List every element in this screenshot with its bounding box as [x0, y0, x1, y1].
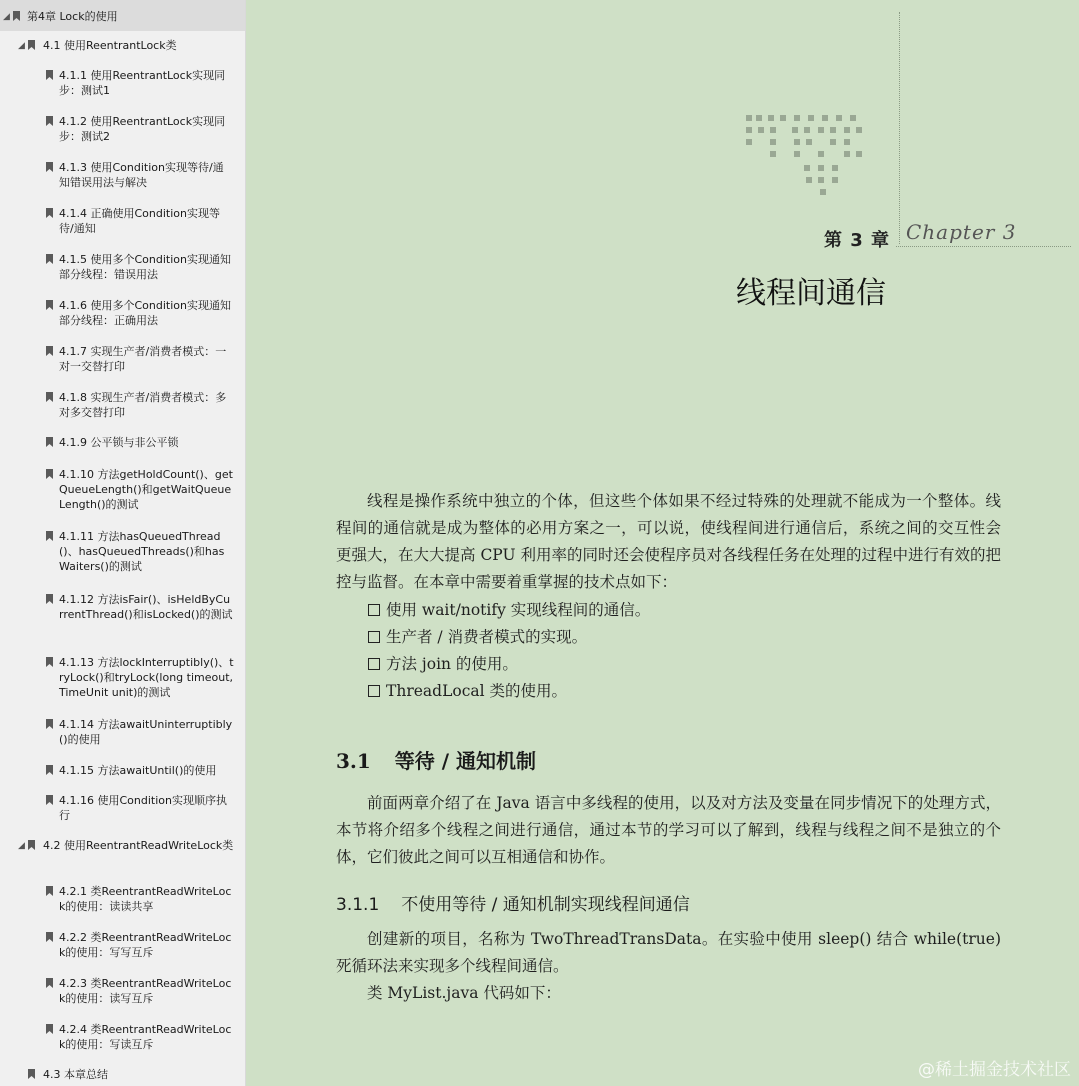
bookmark-icon: [46, 978, 53, 988]
checkbox-icon: [368, 631, 380, 643]
bookmark-icon: [46, 932, 53, 942]
bookmark-label: 4.1.12 方法isFair()、isHeldByCurrentThread()和isLocked()的测试: [59, 593, 233, 621]
bookmark-label: 4.1.6 使用多个Condition实现通知部分线程：正确用法: [59, 299, 231, 327]
chapter-title: 线程间通信: [736, 276, 886, 311]
bookmark-label: 第4章 Lock的使用: [27, 10, 118, 23]
bookmark-label: 4.2.3 类ReentrantReadWriteLock的使用：读写互斥: [59, 977, 232, 1005]
chapter-number: 第 3 章: [824, 230, 891, 251]
expand-triangle-icon[interactable]: ◢: [18, 841, 25, 851]
bookmark-icon: [46, 346, 53, 356]
checkbox-icon: [368, 658, 380, 670]
checkbox-icon: [368, 604, 380, 616]
bullet-item: ThreadLocal 类的使用。: [368, 678, 567, 705]
dotted-divider-horizontal: [896, 246, 1071, 247]
bookmarks-panel: [0, 0, 246, 1086]
bookmark-label: 4.1.5 使用多个Condition实现通知部分线程：错误用法: [59, 253, 231, 281]
bookmark-icon: [28, 40, 35, 50]
bookmark-label: 4.1.8 实现生产者/消费者模式：多对多交替打印: [59, 391, 227, 419]
bookmark-label: 4.1.11 方法hasQueuedThread()、hasQueuedThreads()和hasWaiters()的测试: [59, 530, 225, 573]
bookmark-label: 4.2.4 类ReentrantReadWriteLock的使用：写读互斥: [59, 1023, 232, 1051]
bullet-item: 使用 wait/notify 实现线程间的通信。: [368, 597, 650, 624]
bookmark-icon: [46, 594, 53, 604]
bookmark-label: 4.1.9 公平锁与非公平锁: [59, 436, 179, 449]
bookmark-label: 4.2.1 类ReentrantReadWriteLock的使用：读读共享: [59, 885, 232, 913]
section-heading: 3.1 等待 / 通知机制: [336, 749, 537, 773]
bookmark-icon: [46, 208, 53, 218]
pdf-page: [246, 0, 1079, 1086]
bookmark-icon: [46, 765, 53, 775]
subsection-paragraph: 创建新的项目，名称为 TwoThreadTransData。在实验中使用 sleep() 结合 while(true) 死循环法来实现多个线程间通信。: [336, 930, 1001, 975]
bookmark-icon: [46, 392, 53, 402]
bookmark-label: 4.1.15 方法awaitUntil()的使用: [59, 764, 217, 777]
section-paragraph: 前面两章介绍了在 Java 语言中多线程的使用，以及对方法及变量在同步情况下的处理方式，本节将介绍多个线程之间进行通信，通过本节的学习可以了解到，线程与线程之间不是独立的个体，它们彼此之间可以互相通信和协作。: [336, 794, 1001, 866]
bookmark-icon: [46, 70, 53, 80]
chapter-script: Chapter 3: [906, 220, 1017, 244]
watermark: @稀土掘金技术社区: [918, 1060, 1071, 1080]
bookmark-icon: [46, 300, 53, 310]
bookmark-label: 4.3 本章总结: [43, 1068, 108, 1081]
bookmark-icon: [28, 840, 35, 850]
expand-triangle-icon[interactable]: ◢: [18, 41, 25, 51]
chapter-decoration: [746, 115, 866, 205]
bookmark-label: 4.1.1 使用ReentrantLock实现同步：测试1: [59, 69, 226, 97]
bookmark-icon: [46, 531, 53, 541]
bookmark-icon: [46, 1024, 53, 1034]
bookmark-icon: [13, 11, 20, 21]
bookmark-label: 4.1 使用ReentrantLock类: [43, 39, 177, 52]
bookmark-icon: [46, 795, 53, 805]
bookmark-icon: [46, 886, 53, 896]
bullet-item: 生产者 / 消费者模式的实现。: [368, 624, 587, 651]
bookmark-label: 4.1.7 实现生产者/消费者模式：一对一交替打印: [59, 345, 227, 373]
bookmark-icon: [46, 469, 53, 479]
bookmark-item[interactable]: [0, 0, 245, 31]
bullet-item: 方法 join 的使用。: [368, 651, 518, 678]
bookmark-label: 4.1.3 使用Condition实现等待/通知错误用法与解决: [59, 161, 224, 189]
bookmark-label: 4.1.16 使用Condition实现顺序执行: [59, 794, 227, 822]
bookmark-icon: [28, 1069, 35, 1079]
bookmark-label: 4.1.14 方法awaitUninterruptibly()的使用: [59, 718, 233, 746]
dotted-divider-vertical: [899, 12, 900, 244]
bookmark-icon: [46, 162, 53, 172]
bookmark-icon: [46, 719, 53, 729]
bookmark-icon: [46, 116, 53, 126]
bookmark-label: 4.2.2 类ReentrantReadWriteLock的使用：写写互斥: [59, 931, 232, 959]
bookmark-label: 4.1.10 方法getHoldCount()、getQueueLength()和getWaitQueueLength()的测试: [59, 468, 233, 511]
bookmark-label: 4.1.13 方法lockInterruptibly()、tryLock()和tryLock(long timeout,TimeUnit unit)的测试: [59, 656, 234, 699]
bookmark-label: 4.1.4 正确使用Condition实现等待/通知: [59, 207, 220, 235]
bookmark-label: 4.2 使用ReentrantReadWriteLock类: [43, 839, 234, 852]
bookmark-label: 4.1.2 使用ReentrantLock实现同步：测试2: [59, 115, 226, 143]
bookmark-icon: [46, 657, 53, 667]
bookmark-icon: [46, 437, 53, 447]
code-intro: 类 MyList.java 代码如下：: [367, 984, 561, 1002]
subsection-heading: 3.1.1 不使用等待 / 通知机制实现线程间通信: [336, 895, 690, 915]
bookmark-icon: [46, 254, 53, 264]
checkbox-icon: [368, 685, 380, 697]
expand-triangle-icon[interactable]: ◢: [3, 12, 10, 22]
intro-paragraph: 线程是操作系统中独立的个体，但这些个体如果不经过特殊的处理就不能成为一个整体。线程间的通信就是成为整体的必用方案之一，可以说，使线程间进行通信后，系统之间的交互性会更强大，在大大提高 CPU 利用率的同时还会使程序员对各线程任务在处理的过程中进行有效的把控与监督。在本章中需要着重掌握的技术点如下：: [336, 492, 1001, 591]
